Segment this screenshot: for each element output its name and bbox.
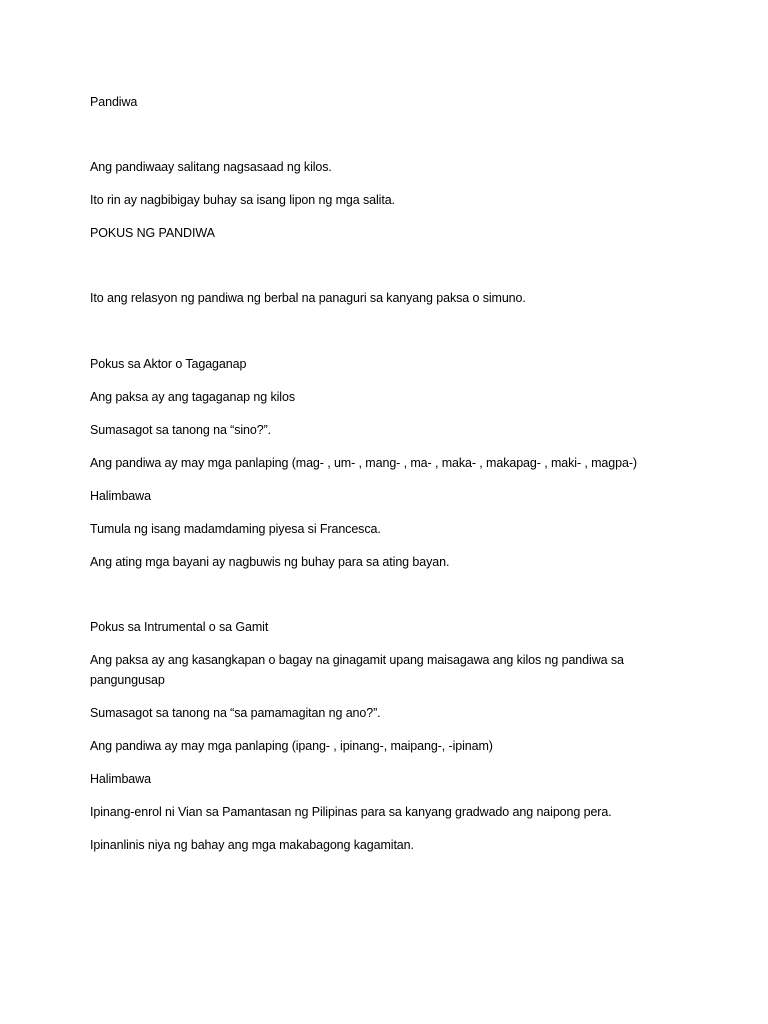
aktor-line-1: Ang paksa ay ang tagaganap ng kilos xyxy=(90,390,295,404)
aktor-example-1: Tumula ng isang madamdaming piyesa si Francesca. xyxy=(90,522,381,536)
aktor-line-2: Sumasagot sa tanong na “sino?”. xyxy=(90,423,272,437)
instrumental-line-1: Ang paksa ay ang kasangkapan o bagay na ginagamit upang maisagawa ang kilos ng pandiwa sa pangungusap xyxy=(90,653,624,687)
pokus-heading: POKUS NG PANDIWA xyxy=(90,226,215,240)
document-title: Pandiwa xyxy=(90,95,138,109)
aktor-heading: Pokus sa Aktor o Tagaganap xyxy=(90,357,247,371)
instrumental-line-2: Sumasagot sa tanong na “sa pamamagitan ng ano?”. xyxy=(90,706,381,720)
intro-line-1: Ang pandiwaay salitang nagsasaad ng kilos. xyxy=(90,160,332,174)
intro-line-2: Ito rin ay nagbibigay buhay sa isang lipon ng mga salita. xyxy=(90,193,395,207)
aktor-line-3: Ang pandiwa ay may mga panlaping (mag- , um- , mang- , ma- , maka- , makapag- , maki- , magpa-) xyxy=(90,456,637,470)
aktor-example-2: Ang ating mga bayani ay nagbuwis ng buhay para sa ating bayan. xyxy=(90,555,450,569)
instrumental-line-3: Ang pandiwa ay may mga panlaping (ipang- , ipinang-, maipang-, -ipinam) xyxy=(90,739,493,753)
instrumental-example-1: Ipinang-enrol ni Vian sa Pamantasan ng Pilipinas para sa kanyang gradwado ang naipong pera. xyxy=(90,805,612,819)
pokus-definition: Ito ang relasyon ng pandiwa ng berbal na panaguri sa kanyang paksa o simuno. xyxy=(90,291,526,305)
instrumental-heading: Pokus sa Intrumental o sa Gamit xyxy=(90,620,269,634)
aktor-example-label: Halimbawa xyxy=(90,489,151,503)
instrumental-example-2: Ipinanlinis niya ng bahay ang mga makabagong kagamitan. xyxy=(90,838,414,852)
instrumental-example-label: Halimbawa xyxy=(90,772,151,786)
